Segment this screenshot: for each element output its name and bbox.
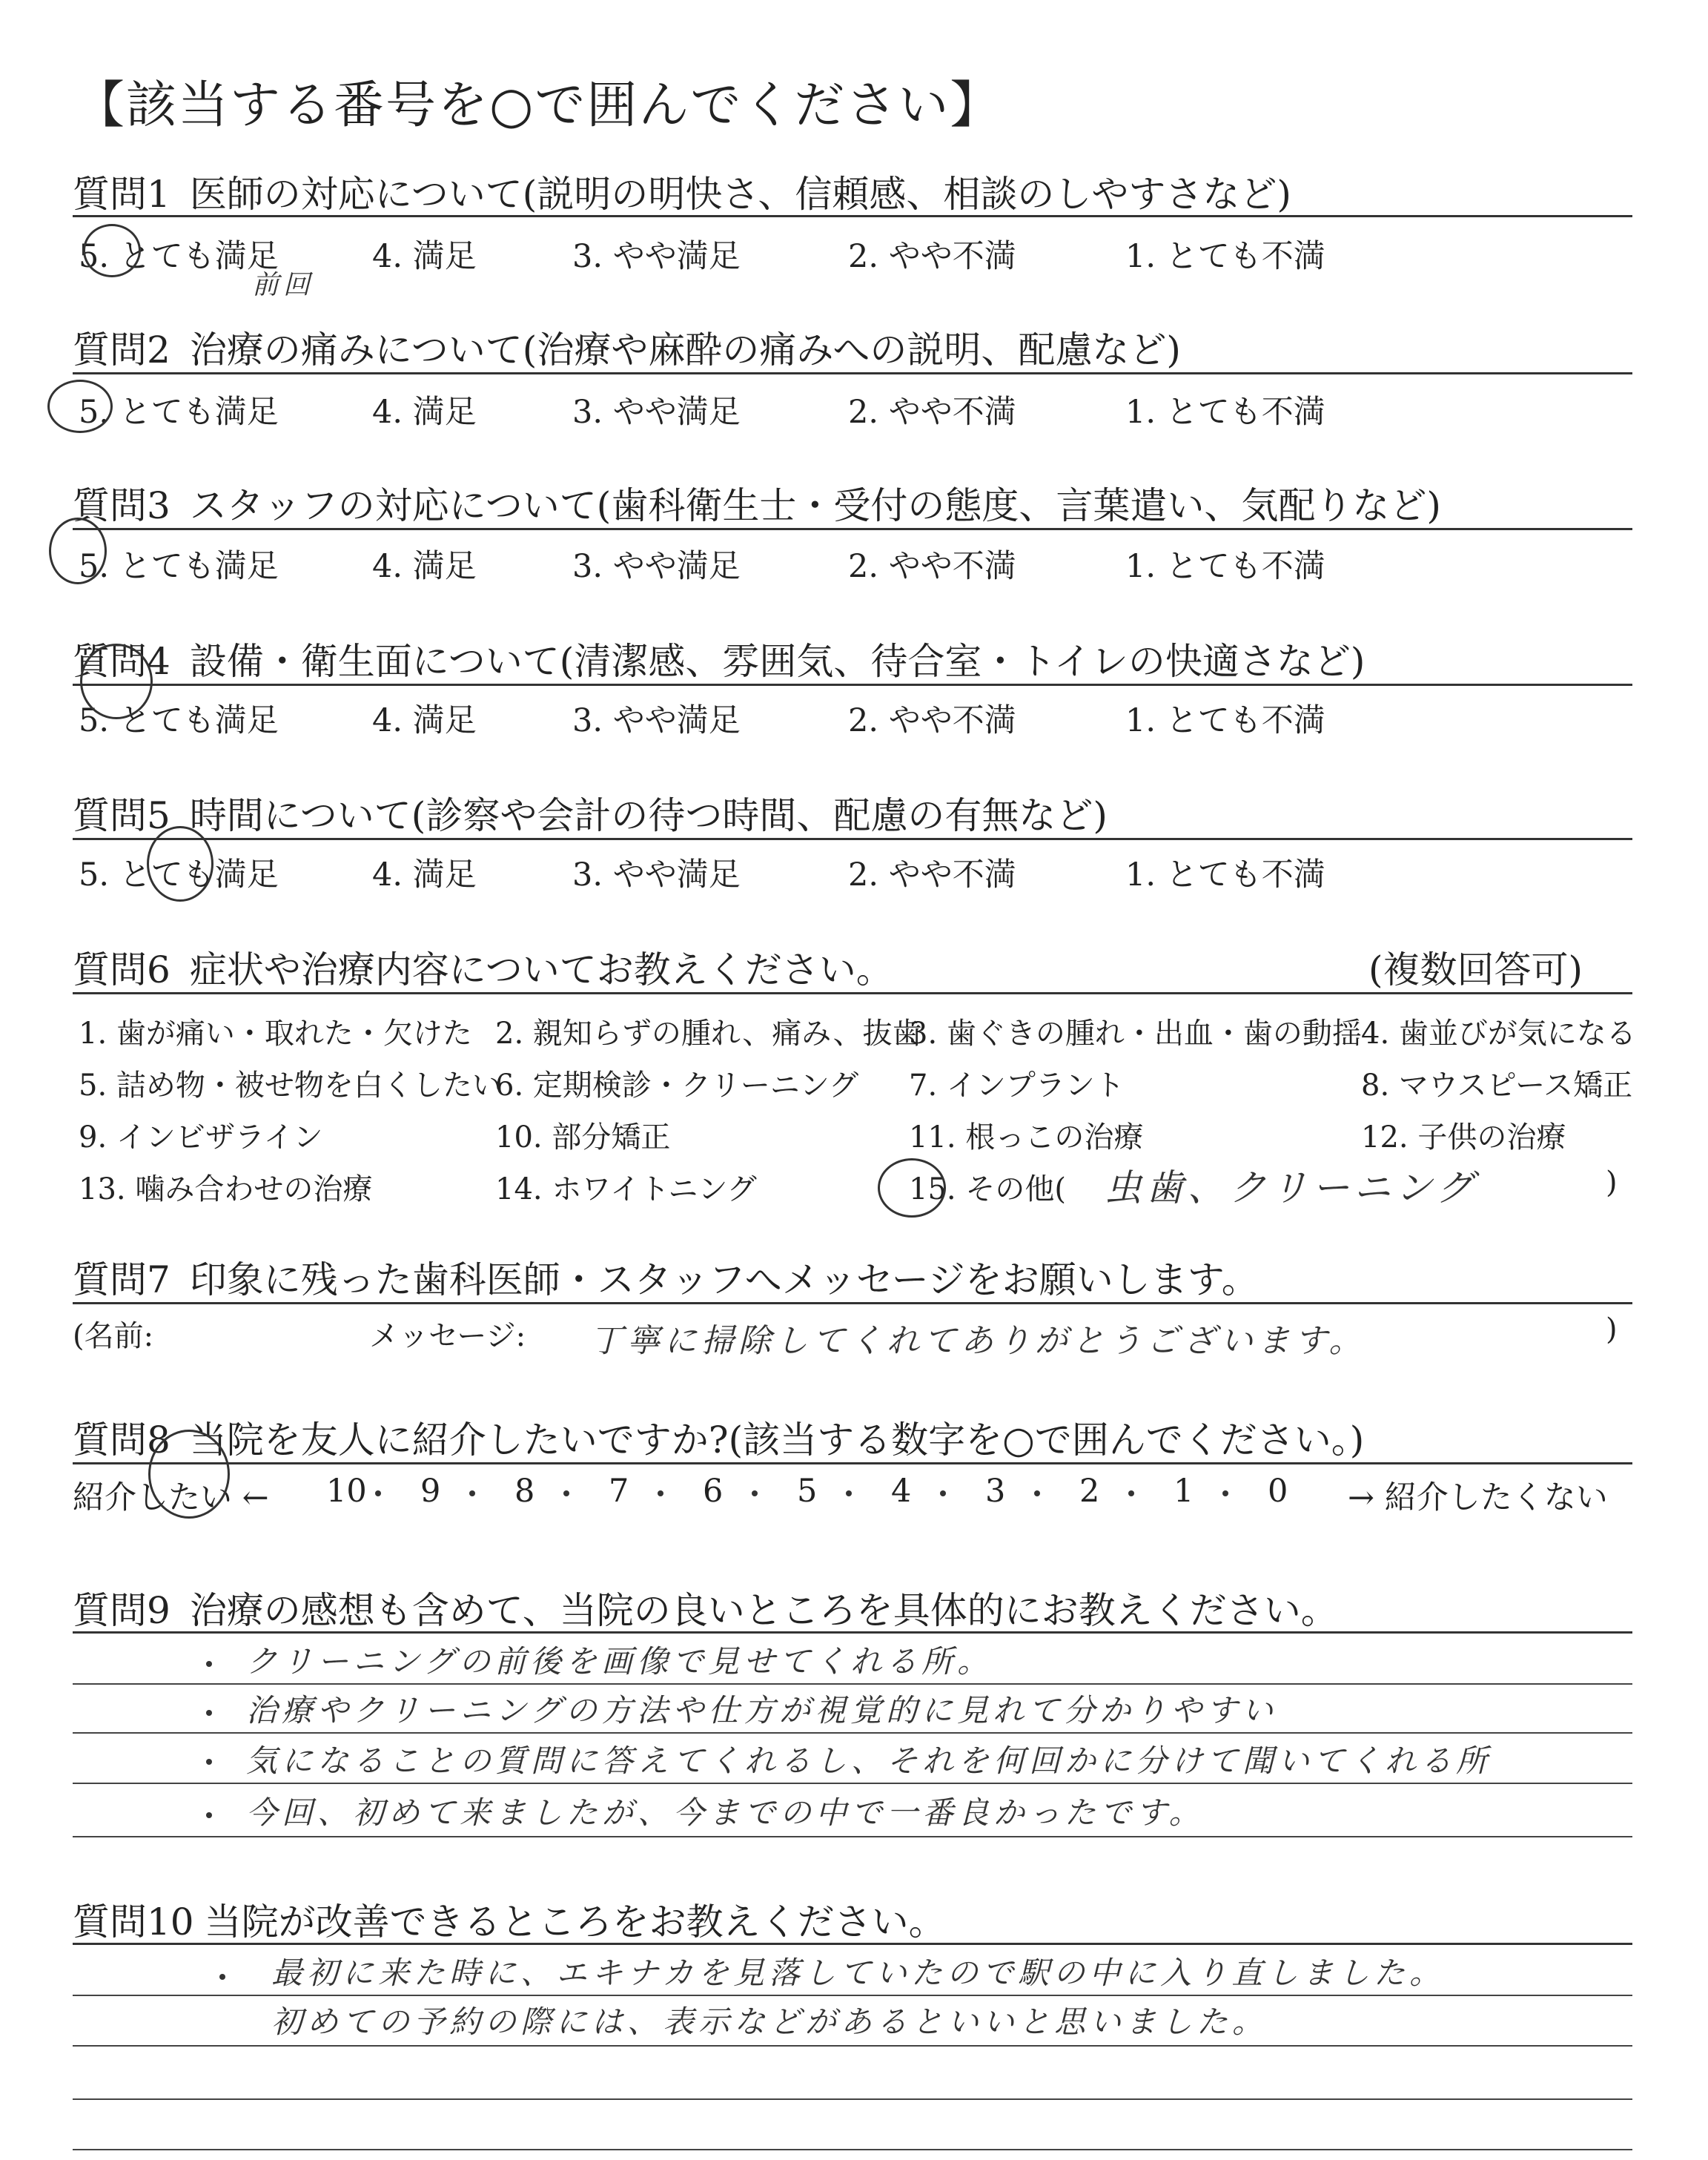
q6-option-12[interactable]: 12. 子供の治療: [1361, 1120, 1566, 1155]
question-5: [73, 786, 1108, 839]
q6-option-8[interactable]: 8. マウスピース矯正: [1361, 1069, 1633, 1103]
question-1: [73, 165, 1291, 218]
question-text: 症状や治療内容についてお教えください。: [189, 948, 893, 991]
q6-option-14[interactable]: 14. ホワイトニング: [495, 1172, 757, 1206]
question-number: 質問1: [73, 173, 171, 216]
question-number: 質問7: [73, 1258, 171, 1301]
handwritten-note: 前回: [252, 270, 315, 300]
recommend-score-0[interactable]: 0: [1268, 1473, 1288, 1510]
q6-option-5[interactable]: 5. 詰め物・被せ物を白くしたい: [79, 1069, 502, 1103]
scale-separator-dot: [1128, 1490, 1134, 1496]
good-point-2: 治療やクリーニングの方法や仕方が視覚的に見れて分かりやすい: [246, 1692, 1278, 1728]
name-label: (名前:: [73, 1319, 154, 1353]
recommend-score-5[interactable]: 5: [797, 1473, 818, 1510]
q1-option-5[interactable]: 5. とても満足: [79, 238, 279, 275]
selection-circle: [80, 644, 153, 719]
divider: [73, 372, 1632, 374]
recommend-score-1[interactable]: 1: [1174, 1473, 1194, 1510]
q3-option-5[interactable]: 5. とても満足: [79, 548, 279, 585]
question-3: [73, 476, 1441, 529]
question-text: 当院を友人に紹介したいですか?(該当する数字を○で囲んでください。): [189, 1418, 1365, 1462]
question-7: [73, 1250, 1259, 1304]
scale-separator-dot: [658, 1490, 663, 1496]
question-text: 医師の対応について(説明の明快さ、信頼感、相談のしやすさなど): [189, 173, 1291, 216]
answer-line: [73, 2149, 1632, 2150]
q6-option-2[interactable]: 2. 親知らずの腫れ、痛み、抜歯: [495, 1017, 922, 1051]
q3-option-2[interactable]: 2. やや不満: [848, 548, 1016, 585]
recommend-score-2[interactable]: 2: [1079, 1473, 1100, 1510]
answer-line: [73, 1732, 1632, 1734]
question-2: [73, 320, 1181, 374]
divider: [73, 1462, 1632, 1464]
q5-option-4[interactable]: 4. 満足: [372, 856, 477, 894]
q6-option-7[interactable]: 7. インプラント: [909, 1069, 1125, 1103]
question-text: 時間について(診察や会計の待つ時間、配慮の有無など): [189, 794, 1108, 837]
answer-line: [73, 1683, 1632, 1685]
q4-option-3[interactable]: 3. やや満足: [572, 702, 741, 739]
divider: [73, 215, 1632, 217]
question-text: 印象に残った歯科医師・スタッフへメッセージをお願いします。: [189, 1258, 1259, 1301]
recommend-score-10[interactable]: 10: [326, 1473, 367, 1510]
question-number: 質問6: [73, 948, 171, 991]
question-number: 質問2: [73, 328, 171, 371]
recommend-score-4[interactable]: 4: [891, 1473, 912, 1510]
question-6: [73, 940, 893, 994]
question-10: [73, 1892, 946, 1946]
scale-separator-dot: [1222, 1490, 1228, 1496]
q6-option-13[interactable]: 13. 噛み合わせの治療: [79, 1172, 373, 1206]
q1-option-1[interactable]: 1. とても不満: [1125, 238, 1325, 275]
q6-option-10[interactable]: 10. 部分矯正: [495, 1120, 671, 1155]
message-label: メッセージ:: [369, 1319, 526, 1353]
message-close: ): [1606, 1312, 1618, 1347]
q6-option-4[interactable]: 4. 歯並びが気になる: [1361, 1017, 1636, 1051]
improvement-2: 初めての予約の際には、表示などがあるといいと思いました。: [271, 2004, 1268, 2040]
q6-option-1[interactable]: 1. 歯が痛い・取れた・欠けた: [79, 1017, 472, 1051]
question-text: 設備・衛生面について(清潔感、雰囲気、待合室・トイレの快適さなど): [189, 640, 1366, 683]
question-4: [73, 632, 1365, 685]
answer-line: [73, 1995, 1632, 1996]
scale-separator-dot: [375, 1490, 381, 1496]
question-9: [73, 1581, 1338, 1634]
q2-option-4[interactable]: 4. 満足: [372, 394, 477, 431]
recommend-score-9[interactable]: 9: [420, 1473, 441, 1510]
divider: [73, 1943, 1632, 1945]
q3-option-1[interactable]: 1. とても不満: [1125, 548, 1325, 585]
q1-option-3[interactable]: 3. やや満足: [572, 238, 741, 275]
bullet: [206, 1661, 212, 1667]
q2-option-5[interactable]: 5. とても満足: [79, 394, 279, 431]
q6-option-11[interactable]: 11. 根っこの治療: [909, 1120, 1144, 1155]
q4-option-1[interactable]: 1. とても不満: [1125, 702, 1325, 739]
recommend-score-6[interactable]: 6: [703, 1473, 724, 1510]
q1-option-4[interactable]: 4. 満足: [372, 238, 477, 275]
recommend-score-7[interactable]: 7: [609, 1473, 629, 1510]
q6-other-close: ): [1606, 1166, 1618, 1200]
divider: [73, 684, 1632, 686]
answer-line: [73, 1836, 1632, 1837]
selection-circle: [878, 1158, 946, 1218]
q6-option-9[interactable]: 9. インビザライン: [79, 1120, 323, 1155]
question-8: [73, 1410, 1364, 1464]
bullet: [219, 1974, 225, 1980]
q1-option-2[interactable]: 2. やや不満: [848, 238, 1016, 275]
scale-separator-dot: [752, 1490, 758, 1496]
question-text: スタッフの対応について(歯科衛生士・受付の態度、言葉遣い、気配りなど): [189, 484, 1441, 527]
recommend-score-3[interactable]: 3: [985, 1473, 1006, 1510]
question-text: 治療の感想も含めて、当院の良いところを具体的にお教えください。: [189, 1589, 1338, 1632]
good-point-4: 今回、初めて来ましたが、今までの中で一番良かったです。: [246, 1794, 1205, 1831]
bullet: [206, 1812, 212, 1818]
q2-option-3[interactable]: 3. やや満足: [572, 394, 741, 431]
multiple-answers-note: (複数回答可): [1368, 948, 1583, 991]
selection-circle: [47, 380, 113, 433]
recommend-yes-label: 紹介したい ←: [73, 1479, 269, 1516]
selection-circle: [147, 826, 214, 902]
q6-option-15[interactable]: 15. その他(: [909, 1172, 1066, 1206]
q5-option-2[interactable]: 2. やや不満: [848, 856, 1016, 894]
scale-separator-dot: [940, 1490, 946, 1496]
divider: [73, 1302, 1632, 1304]
q4-option-4[interactable]: 4. 満足: [372, 702, 477, 739]
q5-option-1[interactable]: 1. とても不満: [1125, 856, 1325, 894]
question-number: 質問9: [73, 1589, 171, 1632]
q6-option-6[interactable]: 6. 定期検診・クリーニング: [495, 1069, 859, 1103]
other-answer-handwritten: 虫歯、クリーニング: [1105, 1166, 1477, 1209]
divider: [73, 1631, 1632, 1634]
divider: [73, 838, 1632, 840]
q6-option-3[interactable]: 3. 歯ぐきの腫れ・出血・歯の動揺: [909, 1017, 1362, 1051]
question-number: 質問8: [73, 1418, 171, 1462]
recommend-score-8[interactable]: 8: [514, 1473, 535, 1510]
selection-circle: [148, 1430, 230, 1519]
good-point-1: クリーニングの前後を画像で見せてくれる所。: [246, 1643, 993, 1680]
q3-option-4[interactable]: 4. 満足: [372, 548, 477, 585]
question-number: 質問5: [73, 794, 171, 837]
recommend-no-label: → 紹介したくない: [1348, 1479, 1608, 1516]
question-number: 質問3: [73, 484, 171, 527]
good-point-3: 気になることの質問に答えてくれるし、それを何回かに分けて聞いてくれる所: [246, 1743, 1492, 1779]
scale-separator-dot: [469, 1490, 475, 1496]
scale-separator-dot: [563, 1490, 569, 1496]
selection-circle: [83, 224, 141, 277]
answer-line: [73, 1783, 1632, 1784]
question-number: 質問4: [73, 640, 171, 683]
bullet: [206, 1759, 212, 1765]
q4-option-2[interactable]: 2. やや不満: [848, 702, 1016, 739]
answer-line: [73, 2045, 1632, 2047]
improvement-1: 最初に来た時に、エキナカを見落していたので駅の中に入り直しました。: [271, 1955, 1446, 1991]
message-handwritten: 丁寧に掃除してくれてありがとうございます。: [590, 1322, 1366, 1360]
q4-option-5[interactable]: 5. とても満足: [79, 702, 279, 739]
form-title: 【該当する番号を○で囲んでください】: [74, 76, 1002, 135]
q5-option-3[interactable]: 3. やや満足: [572, 856, 741, 894]
q5-option-5[interactable]: 5. とても満足: [79, 856, 279, 894]
q2-option-1[interactable]: 1. とても不満: [1125, 394, 1325, 431]
answer-line: [73, 2098, 1632, 2100]
scale-separator-dot: [1034, 1490, 1040, 1496]
q2-option-2[interactable]: 2. やや不満: [848, 394, 1016, 431]
selection-circle: [49, 518, 107, 584]
question-number: 質問10: [73, 1900, 194, 1943]
bullet: [206, 1710, 212, 1716]
divider: [73, 528, 1632, 530]
divider: [73, 992, 1632, 994]
question-text: 治療の痛みについて(治療や麻酔の痛みへの説明、配慮など): [189, 328, 1181, 371]
question-text: 当院が改善できるところをお教えください。: [204, 1900, 946, 1943]
q3-option-3[interactable]: 3. やや満足: [572, 548, 741, 585]
scale-separator-dot: [846, 1490, 852, 1496]
